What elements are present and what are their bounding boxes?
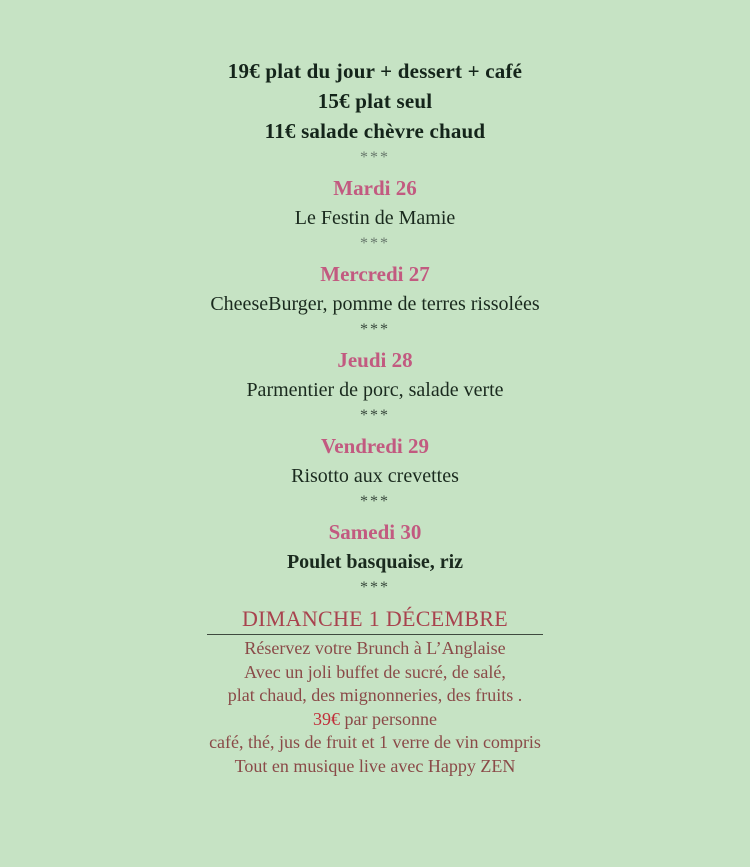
separator: ***: [360, 493, 390, 510]
brunch-price-label: par personne: [344, 708, 437, 729]
separator: ***: [360, 321, 390, 338]
sunday-heading: DIMANCHE 1 DÉCEMBRE: [241, 606, 509, 631]
separator: ***: [360, 407, 390, 424]
brunch-line-buffet: Avec un joli buffet de sucré, de salé,: [244, 661, 506, 682]
price-formula-full: 19€ plat du jour + dessert + café: [227, 59, 523, 83]
separator: ***: [360, 149, 390, 166]
divider: [207, 634, 543, 635]
brunch-line-reserve: Réservez votre Brunch à L’Anglaise: [244, 638, 506, 658]
dish-vendredi: Risotto aux crevettes: [291, 465, 459, 487]
brunch-line-price: [0, 708, 750, 732]
brunch-line-plat: plat chaud, des mignonneries, des fruits .: [227, 685, 523, 705]
dish-mercredi: CheeseBurger, pomme de terres rissolées: [210, 293, 540, 315]
price-plat-seul: 15€ plat seul: [317, 89, 433, 113]
day-heading-mardi: Mardi 26: [333, 176, 417, 200]
brunch-line-drinks: café, thé, jus de fruit et 1 verre de vin compris: [209, 732, 541, 752]
day-heading-mercredi: Mercredi 27: [320, 262, 430, 286]
dish-jeudi: Parmentier de porc, salade verte: [246, 379, 504, 401]
dish-mardi: Le Festin de Mamie: [294, 207, 456, 229]
price-salade: 11€ salade chèvre chaud: [264, 119, 486, 143]
dish-samedi: Poulet basquaise, riz: [286, 551, 464, 573]
separator: ***: [360, 235, 390, 252]
day-heading-samedi: Samedi 30: [328, 520, 422, 544]
day-heading-vendredi: Vendredi 29: [321, 434, 429, 458]
separator: ***: [360, 579, 390, 596]
menu-board: [0, 56, 750, 778]
day-heading-jeudi: Jeudi 28: [337, 348, 413, 372]
brunch-price: 39€: [313, 708, 341, 729]
brunch-line-music: Tout en musique live avec Happy ZEN: [234, 755, 516, 776]
